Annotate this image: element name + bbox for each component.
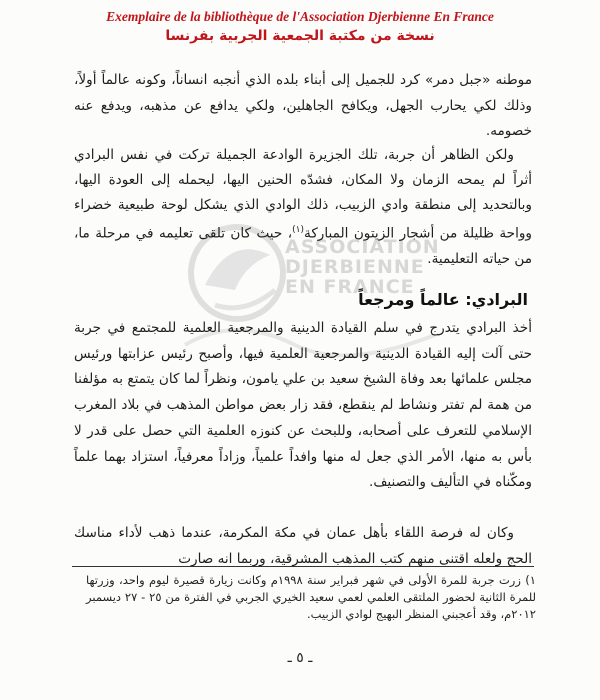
section-heading: البرادي: عالماً ومرجعاً (358, 290, 528, 309)
library-stamp-french: Exemplaire de la bibliothèque de l'Association Djerbienne En France (106, 9, 494, 24)
paragraph-1: موطنه «جبل دمر» كرد للجميل إلى أبناء بلده الذي أنجبه انساناً، وكونه عالماً أولاً، وذلك لكي يحارب الجهل، ويكافح الجاهلين، ولكي يدافع عن مذهبه، ويدفع عنه خصومه. (74, 72, 532, 139)
footnote (86, 572, 536, 623)
footnote-reference[interactable]: (١) (292, 225, 305, 235)
watermark-line-2: DJERBIENNE (285, 256, 425, 278)
footnote-text: زرت جربة للمرة الأولى في شهر فبراير سنة ١٩٩٨م وكانت زيارة قصيرة ليوم واحد، وزرتها للمرة الثانية لحضور الملتقى العلمي لعمي سعيد الخيري الجربي في الفترة من ٢٥ - ٢٧ ديسمبر ٢٠١٢م، وقد أعجبني المنظر البهيج لوادي الزبيب. (86, 573, 537, 621)
watermark-line-1: ASSOCIATION (285, 236, 440, 258)
watermark-line-3: EN FRANCE (285, 276, 415, 298)
footnote-number: ١) (525, 573, 536, 587)
library-stamp-header (0, 8, 600, 46)
footnote-divider (72, 566, 534, 567)
library-stamp-arabic: نسخة من مكتبة الجمعية الجربية بفرنسا (165, 28, 435, 44)
paragraph-2-text: ولكن الظاهر أن جربة، تلك الجزيرة الوادعة الجميلة تركت في نفس البرادي أثراً لم يمحه الزمان ولا المكان، فشدّه الحنين اليها، ليحمله إلى العودة اليها، وبالتحديد إلى منطقة وادي الزبيب، ذلك الوادي الذي يشكل لوحة طبيعية خضراء وواحة ظليلة من أشجار الزيتون المباركة (74, 147, 532, 242)
paragraph-2-end: ، حيث كان تلقى تعليمه في مرحلة ما، من حياته التعليمية. (74, 225, 532, 267)
paragraph-4: وكان له فرصة اللقاء بأهل عمان في مكة المكرمة، عندما ذهب لأداء مناسك الحج ولعله اقتنى منهم كتب المذهب المشرقية، وربما انه صارت (74, 525, 532, 567)
page-number: ـ ٥ ـ (287, 650, 313, 666)
paragraph-3: أخذ البرادي يتدرج في سلم القيادة الدينية والمرجعية العلمية للمجتمع في جربة حتى آلت إليه القيادة الدينية والمرجعية العلمية فيها، وأصبح رئيس عزابتها ورئيس مجلس علمائها بعد وفاة الشيخ سعيد بن علي يامون، ونظراً لما كان يتمتع به مؤلفنا من همة لم تفتر ونشاط لم ينقطع، فقد زار بعض مواطن المذهب في بلاد المغرب الإسلامي للتعرف على أصحابه، وللبحث عن كنوزه العلمية التي حصل على قدر لا بأس به منها، الأمر الذي جعل له منها وافداً علمياً، وزاداً معرفياً، استزاد بهما علماً ومكّناه في التأليف والتصنيف. (74, 320, 532, 491)
paragraph-2 (74, 143, 532, 272)
